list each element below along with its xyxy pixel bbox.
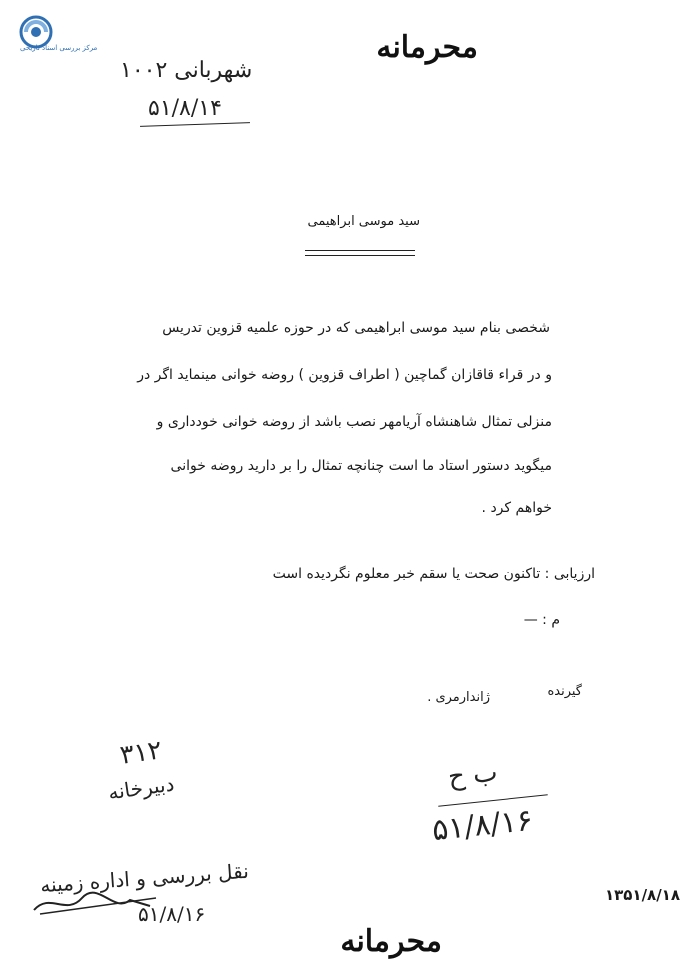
archive-logo-icon — [14, 14, 64, 60]
margin-left-text: دبیرخانه — [106, 771, 176, 805]
body-line-4: میگوید دستور استاد ما است چنانچه تمثال را بر دارید روضه خوانی — [170, 458, 552, 474]
classification-top: محرمانه — [376, 30, 478, 65]
margin-center-underline — [438, 794, 548, 806]
header-number: شهربانی ۱۰۰۲ — [120, 58, 253, 83]
margin-bottom-left-date: ۵۱/۸/۱۶ — [138, 902, 206, 926]
header-date: ۵۱/۸/۱۴ — [148, 96, 222, 121]
subject-name: سید موسی ابراهیمی — [307, 214, 420, 229]
subject-underline-1 — [305, 250, 415, 251]
classification-bottom: محرمانه — [340, 924, 442, 959]
watermark-label: مرکز بررسی اسناد تاریخی — [20, 44, 98, 52]
margin-center-date: ۵۱/۸/۱۶ — [430, 802, 535, 849]
margin-left-number: ۳۱۲ — [118, 735, 164, 771]
subject-underline-2 — [305, 255, 415, 256]
body-line-2: و در قراء قاقازان گماچین ( اطراف قزوین ) روضه خوانی مینماید اگر در — [137, 367, 552, 383]
footer-date: ۱۳۵۱/۸/۱۸ — [604, 886, 680, 904]
header-underline — [140, 122, 250, 127]
action-line: م : — — [523, 612, 560, 628]
body-line-5: خواهم کرد . — [481, 500, 552, 516]
evaluation-text: ارزیابی : تاکنون صحت یا سقم خبر معلوم نگردیده است — [272, 566, 595, 582]
margin-center-note: ب ح — [446, 757, 499, 793]
body-line-1: شخصی بنام سید موسی ابراهیمی که در حوزه علمیه قزوین تدریس — [162, 320, 550, 336]
margin-bottom-left-note: نقل بررسی و اداره زمینه — [39, 858, 250, 898]
recipient-label: گیرنده — [547, 684, 582, 699]
body-line-3: منزلی تمثال شاهنشاه آریامهر نصب باشد از روضه خوانی خودداری و — [156, 414, 552, 430]
recipient-value: ژاندارمری . — [427, 690, 490, 705]
